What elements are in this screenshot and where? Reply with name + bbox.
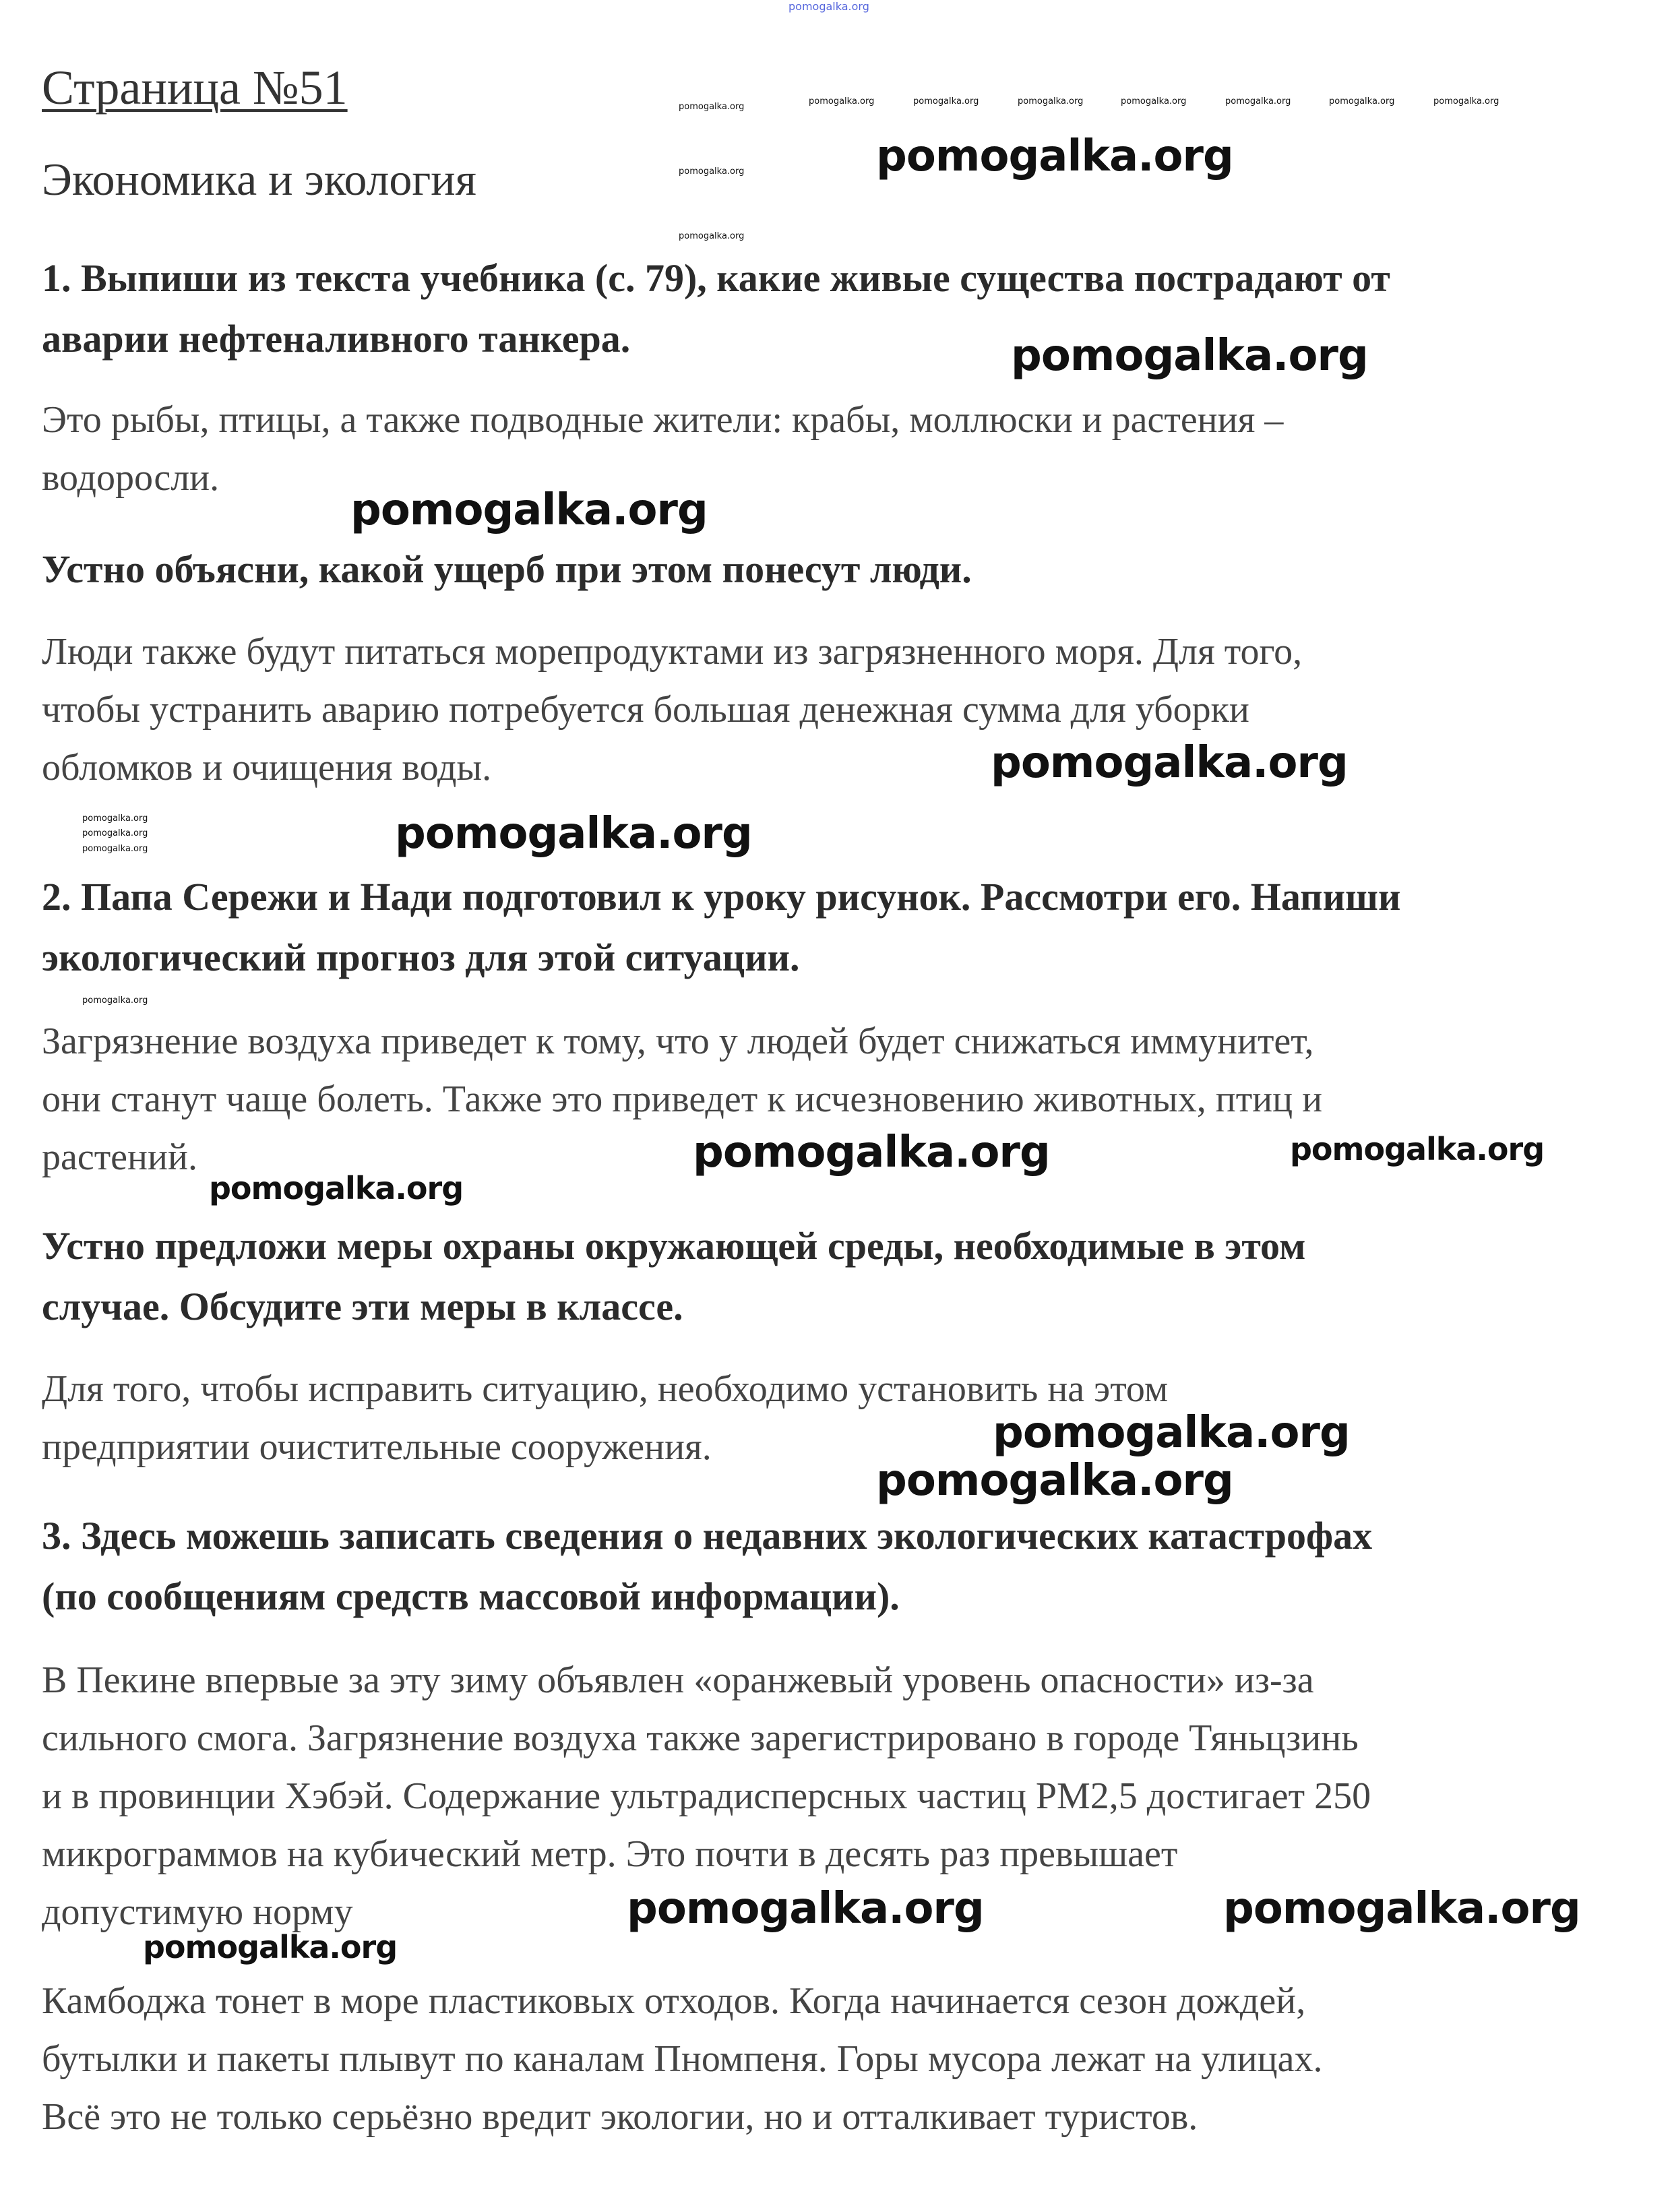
- watermark: pomogalka.org: [627, 1884, 984, 1934]
- answer-3: В Пекине впервые за эту зиму объявлен «оранжевый уровень опасности» из-за сильного смога. Загрязнение воздуха также зарегистрировано в городе Тяньцзинь и в провинции Хэбэй. Содержание ультрадисперсных частиц PM2,5 достигает 250 микрограммов на кубический метр. Это почти в десять раз превышает допустимую норму: [42, 1659, 1371, 1933]
- watermark: pomogalka.org: [1290, 1131, 1545, 1167]
- watermark: pomogalka.org: [679, 231, 745, 241]
- watermark: pomogalka.org: [82, 844, 148, 854]
- answer-1b: Люди также будут питаться морепродуктами из загрязненного моря. Для того, чтобы устранить аварию потребуется большая денежная сумма для уборки обломков и очищения воды.: [42, 631, 1303, 789]
- answer-2: Загрязнение воздуха приведет к тому, что у людей будет снижаться иммунитет, они станут чаще болеть. Также это приведет к исчезновению животных, птиц и растений.: [42, 1020, 1323, 1178]
- watermark: pomogalka.org: [82, 995, 148, 1006]
- watermark: pomogalka.org: [809, 96, 875, 106]
- watermark: pomogalka.org: [876, 131, 1233, 181]
- watermark: pomogalka.org: [209, 1170, 464, 1206]
- watermark: pomogalka.org: [1329, 96, 1395, 106]
- question-1b: Устно объясни, какой ущерб при этом понесут люди.: [42, 547, 972, 591]
- watermark: pomogalka.org: [1225, 96, 1291, 106]
- watermark: pomogalka.org: [1011, 331, 1368, 381]
- question-3: 3. Здесь можешь записать сведения о недавних экологических катастрофах (по сообщениям средств массовой информации).: [42, 1514, 1373, 1618]
- page-subtitle: Экономика и экология: [42, 154, 476, 205]
- page-title: Страница №51: [42, 61, 348, 115]
- watermark: pomogalka.org: [1018, 96, 1084, 106]
- answer-2b: Для того, чтобы исправить ситуацию, необходимо установить на этом предприятии очистительные сооружения.: [42, 1368, 1169, 1468]
- answer-1: Это рыбы, птицы, а также подводные жители: крабы, моллюски и растения – водоросли.: [42, 399, 1284, 499]
- watermark: pomogalka.org: [143, 1929, 398, 1965]
- watermark: pomogalka.org: [350, 485, 708, 535]
- watermark: pomogalka.org: [395, 809, 752, 859]
- watermark: pomogalka.org: [679, 166, 745, 177]
- question-2b: Устно предложи меры охраны окружающей среды, необходимые в этом случае. Обсудите эти меры в классе.: [42, 1224, 1306, 1328]
- answer-3b: Камбоджа тонет в море пластиковых отходов. Когда начинается сезон дождей, бутылки и пакеты плывут по каналам Пномпеня. Горы мусора лежат на улицах. Всё это не только серьёзно вредит экологии, но и отталкивает туристов.: [42, 1980, 1323, 2138]
- watermark: pomogalka.org: [1223, 1884, 1580, 1934]
- watermark: pomogalka.org: [693, 1128, 1050, 1177]
- watermark: pomogalka.org: [913, 96, 979, 106]
- watermark: pomogalka.org: [679, 102, 745, 112]
- watermark: pomogalka.org: [788, 0, 869, 13]
- watermark: pomogalka.org: [993, 1408, 1350, 1458]
- watermark: pomogalka.org: [82, 828, 148, 838]
- watermark: pomogalka.org: [991, 738, 1348, 788]
- watermark: pomogalka.org: [1433, 96, 1499, 106]
- question-1: 1. Выпиши из текста учебника (с. 79), какие живые существа пострадают от аварии нефтеналивного танкера.: [42, 256, 1390, 361]
- watermark: pomogalka.org: [876, 1456, 1233, 1506]
- watermark: pomogalka.org: [82, 813, 148, 824]
- watermark: pomogalka.org: [1121, 96, 1187, 106]
- question-2: 2. Папа Сережи и Нади подготовил к уроку рисунок. Рассмотри его. Напиши экологический прогноз для этой ситуации.: [42, 875, 1401, 979]
